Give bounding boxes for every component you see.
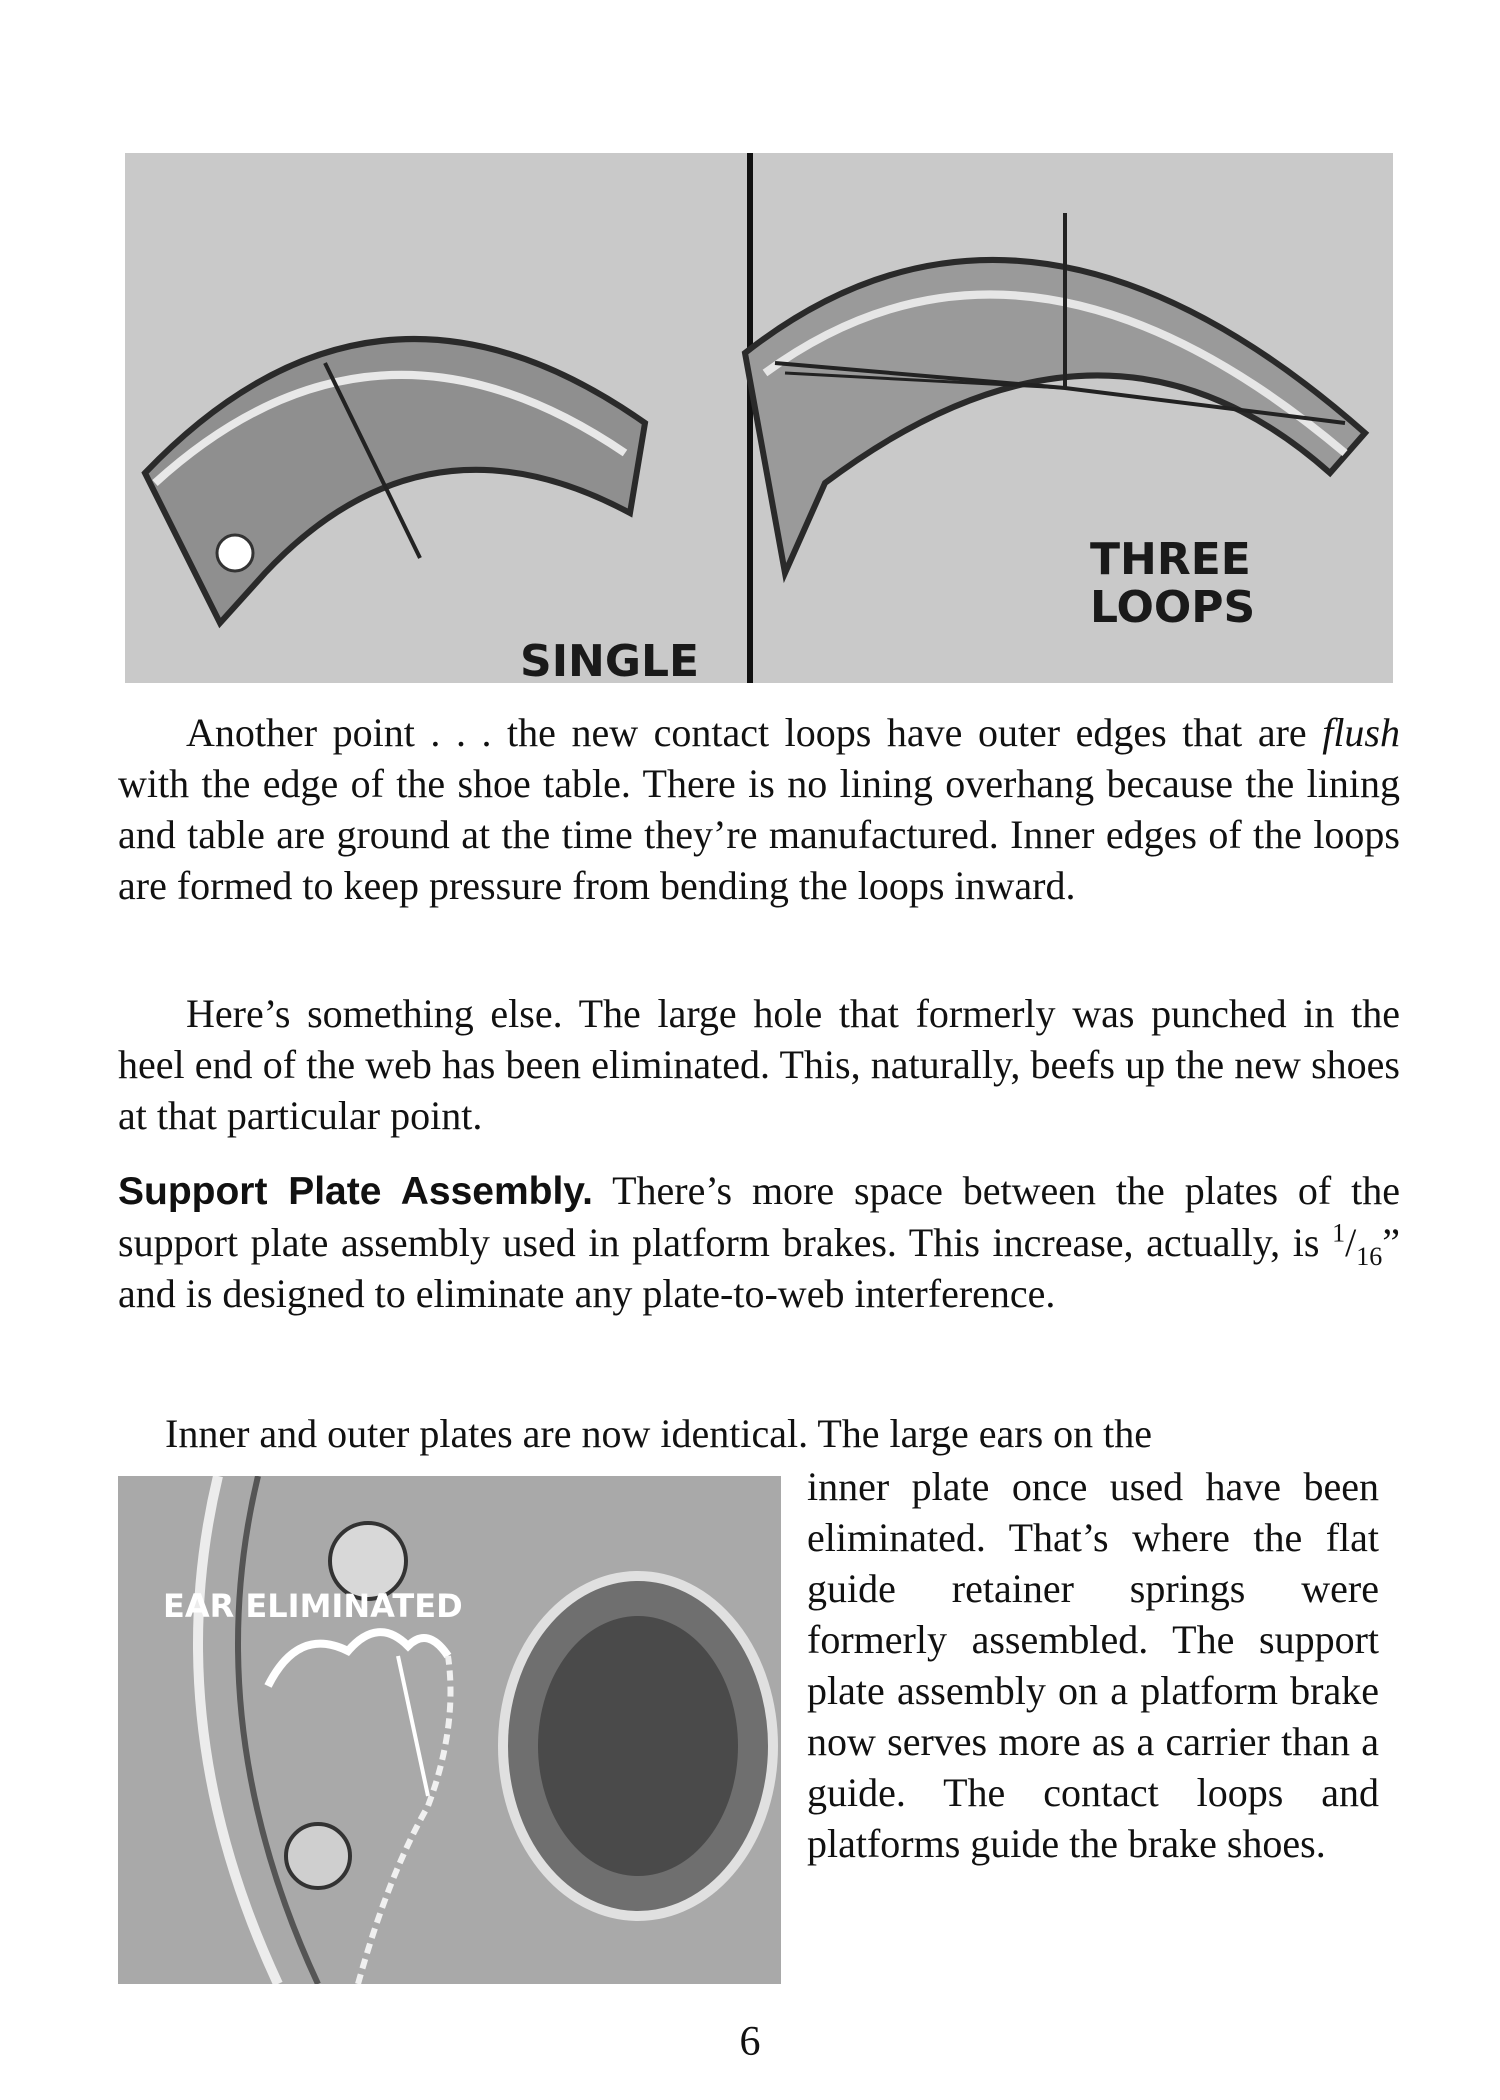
paragraph-heel-hole [118, 988, 1400, 1141]
paragraph-plates-identical [165, 1408, 1385, 1459]
support-plate-illustration [118, 1476, 781, 1984]
paragraph3-text-b: ” and is designed to eliminate any plate-to-web interference. [118, 1220, 1400, 1316]
three-loops-label-line1: THREE [1090, 534, 1251, 585]
paragraph-support-plate [118, 1165, 1400, 1319]
brake-shoes-photo [125, 153, 1393, 683]
paragraph-plates-identical-continued [807, 1461, 1379, 1869]
paragraph4-text: Inner and outer plates are now identical. The large ears on the [165, 1411, 1153, 1456]
paragraph2-text: Here’s something else. The large hole that formerly was punched in the heel end of the web has been eliminated. This, naturally, beefs up the new shoes at that particular point. [118, 991, 1400, 1138]
single-loop-label-line1: SINGLE [520, 636, 700, 683]
fraction-numerator: 1 [1332, 1218, 1346, 1248]
three-loops-label-line2: LOOPS [1090, 581, 1256, 633]
section-heading-support-plate: Support Plate Assembly. [118, 1170, 593, 1213]
paragraph5-text: inner plate once used have been eliminated. That’s where the flat guide retainer springs were formerly assembled. The support plate assembly on a platform brake now serves more as a carrier than a guide. The contact loops and platforms guide the brake shoes. [807, 1464, 1379, 1866]
fraction-slash: / [1345, 1220, 1357, 1265]
paragraph-contact-loops [118, 707, 1400, 911]
single-loop-label [520, 638, 699, 683]
support-plate-photo [118, 1476, 781, 1984]
paragraph1-text-b: with the edge of the shoe table. There is no lining overhang because the lining and table are ground at the time they’re manufactured. Inner edges of the loops are formed to keep pressure from bending the loops inward. [118, 761, 1400, 908]
fraction-denominator: 16 [1356, 1242, 1383, 1271]
ear-eliminated-label: EAR ELIMINATED [163, 1587, 463, 1625]
paragraph1-emphasis: flush [1322, 710, 1400, 755]
fraction-one-sixteenth [1332, 1218, 1383, 1271]
three-loops-label [1090, 536, 1255, 631]
page-number: 6 [739, 2019, 761, 2065]
paragraph1-text-a: Another point . . . the new contact loops have outer edges that are [186, 710, 1323, 755]
paragraph3-text-a: There’s more space between the plates of the support plate assembly used in platform brakes. This increase, actually, is [118, 1168, 1400, 1265]
